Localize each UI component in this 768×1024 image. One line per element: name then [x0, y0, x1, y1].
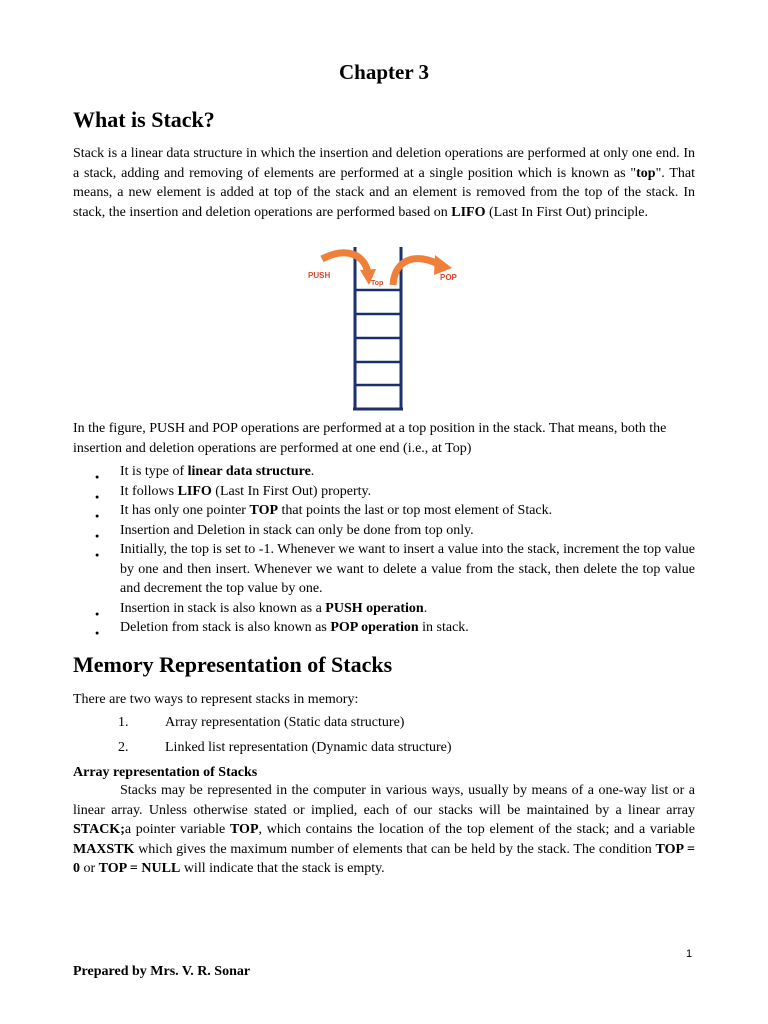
bold-term: POP operation — [330, 620, 419, 635]
subheading-array-representation: Array representation of Stacks — [73, 765, 258, 780]
list-item-text — [120, 523, 474, 538]
bold-term: top — [636, 165, 656, 181]
list-text: Array representation (Static data structure) — [165, 715, 405, 730]
bullet-icon: ● — [95, 473, 100, 481]
list-item — [95, 540, 695, 599]
bullet-icon: ● — [95, 512, 100, 520]
text-run: Insertion and Deletion in stack can only be done from top only. — [120, 522, 474, 538]
pop-label: POP — [440, 273, 457, 282]
text-run: , which contains the location of the top element of the stack; and a variable — [258, 822, 696, 837]
list-item — [95, 599, 695, 619]
text-run: It follows — [120, 483, 178, 499]
list-item-text — [120, 620, 469, 635]
text-run: Stacks may be represented in the computer in various ways, usually by means of a one-way list or a linear array. Unless otherwise stated or implied, each of our stacks will be maintained by a linear array — [73, 783, 695, 818]
pop-arrow-head — [434, 255, 452, 275]
text-run: . — [310, 464, 315, 479]
bullet-icon: ● — [95, 609, 100, 618]
chapter-title: Chapter 3 — [338, 60, 430, 84]
text-run: which gives the maximum number of elements that can be held by the stack. The condition — [134, 841, 656, 857]
text-run: Insertion in stack is also known as a — [120, 600, 326, 616]
array-representation-paragraph — [73, 781, 695, 879]
bullet-icon: ● — [95, 531, 100, 540]
ways-intro: There are two ways to represent stacks in memory: — [73, 692, 359, 707]
bold-term: TOP = 0 — [73, 841, 695, 876]
text-run: . — [423, 600, 428, 616]
figure-caption: In the figure, PUSH and POP operations are performed at a top position in the stack. That means, both the insertion and deletion operations are performed at one end (i.e., at Top) — [73, 421, 667, 456]
bold-term: MAXSTK — [73, 841, 135, 857]
list-item — [95, 462, 695, 482]
stack-properties-list — [95, 462, 695, 638]
footer-author: Prepared by Mrs. V. R. Sonar — [73, 964, 251, 979]
list-item-text — [120, 464, 314, 479]
list-item — [95, 618, 695, 638]
stack-figure — [300, 245, 470, 415]
bullet-icon: ● — [95, 629, 100, 637]
list-item — [95, 521, 695, 541]
text-run: a pointer variable — [124, 822, 230, 837]
text-run: Initially, the top is set to -1. Whenever we want to insert a value into the stack, increment the top value by one and then insert. Whenever we want to delete a value from the stack, then delete the top value and decrement the top value by one. — [120, 542, 695, 596]
list-item-text — [120, 601, 427, 616]
page-number: 1 — [686, 948, 693, 960]
list-item-text — [120, 542, 695, 596]
list-number: 2. — [118, 740, 129, 755]
section-heading-what-is-stack: What is Stack? — [73, 107, 215, 132]
bullet-icon: ● — [95, 492, 100, 501]
bold-term: STACK; — [73, 822, 125, 837]
bullet-icon: ● — [95, 551, 100, 559]
list-item-linked-list-representation — [118, 738, 452, 758]
list-item-text — [120, 503, 552, 518]
bold-term: linear data structure — [187, 464, 311, 479]
push-label: PUSH — [308, 271, 331, 280]
text-run: Stack is a linear data structure in which the insertion and deletion operations are performed at only one end. In a stack, adding and removing of elements are performed at a single position which is known as " — [73, 146, 695, 181]
text-run: It has only one pointer — [120, 503, 250, 518]
text-run: that points the last or top most element of Stack. — [278, 503, 553, 518]
text-run: in stack. — [418, 620, 469, 635]
list-item-text — [120, 484, 371, 499]
bold-term: LIFO — [177, 483, 212, 499]
list-item — [95, 482, 695, 502]
list-item-array-representation — [118, 713, 404, 733]
text-run: Deletion from stack is also known as — [120, 620, 331, 635]
text-run: ". That means, a new element is added at top of the stack and an element is removed from the top of the stack. In stack, the insertion and deletion operations are performed based on — [73, 165, 695, 220]
bold-term: LIFO — [451, 204, 486, 220]
bold-term: TOP — [229, 822, 259, 837]
list-text: Linked list representation (Dynamic data structure) — [165, 740, 452, 755]
section-heading-memory-representation: Memory Representation of Stacks — [73, 652, 393, 677]
text-run: (Last In First Out) principle. — [485, 204, 649, 220]
text-run: (Last In First Out) property. — [211, 483, 372, 499]
stack-diagram — [300, 245, 470, 415]
bold-term: TOP = NULL — [98, 861, 181, 876]
top-label: Top — [371, 280, 384, 287]
text-run: It is type of — [120, 464, 188, 479]
bold-term: TOP — [249, 503, 279, 518]
text-run: will indicate that the stack is empty. — [180, 861, 385, 876]
text-run: or — [80, 861, 99, 876]
bold-term: PUSH operation — [325, 600, 424, 616]
intro-paragraph — [73, 144, 695, 222]
list-number: 1. — [118, 715, 129, 730]
list-item — [95, 501, 695, 521]
